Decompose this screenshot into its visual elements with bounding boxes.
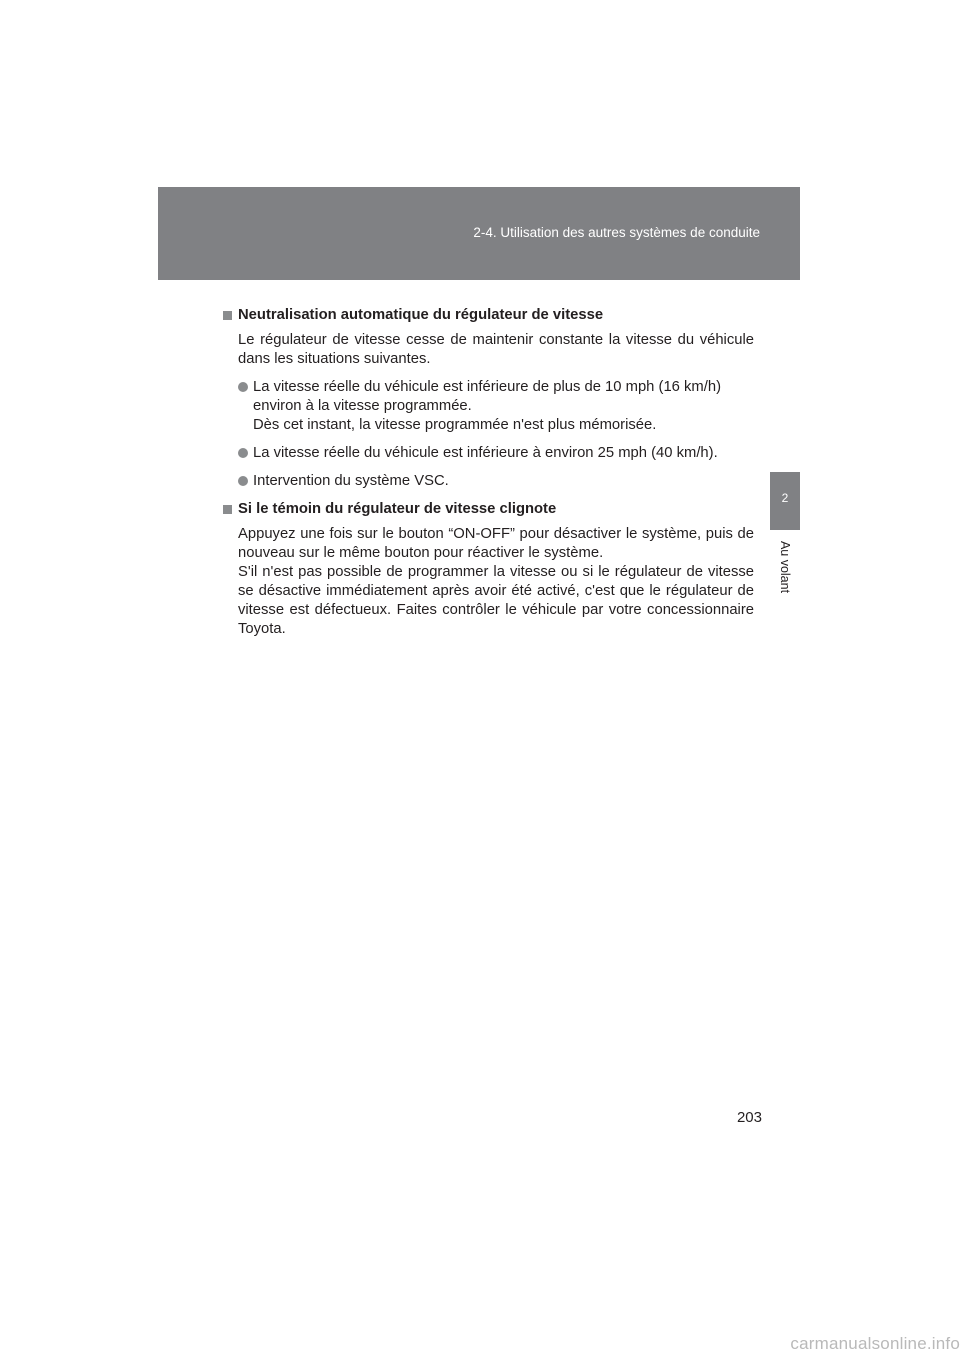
chapter-header-band (158, 187, 800, 280)
watermark-text: carmanualsonline.info (790, 1334, 960, 1353)
round-bullet-icon (238, 382, 248, 392)
chapter-title: 2-4. Utilisation des autres systèmes de conduite (473, 225, 760, 240)
list-item-text: La vitesse réelle du véhicule est inférieure de plus de 10 mph (16 km/h) environ à la vitesse programmée. (253, 379, 722, 414)
list-item-text: Dès cet instant, la vitesse programmée n'est plus mémorisée. (253, 417, 657, 433)
chapter-side-tab (770, 472, 800, 530)
square-bullet-icon (223, 505, 232, 514)
round-bullet-icon (238, 448, 248, 458)
chapter-side-label-text: Au volant (778, 540, 792, 594)
section-heading-text: Neutralisation automatique du régulateur de vitesse (238, 307, 604, 323)
list-item (222, 378, 754, 435)
round-bullet-icon (238, 476, 248, 486)
section-body-paragraph (222, 525, 754, 639)
page-number: 203 (736, 1109, 762, 1126)
paragraph-text: Le régulateur de vitesse cesse de maintenir constante la vitesse du véhicule dans les situations suivantes. (238, 332, 754, 367)
paragraph-text: Appuyez une fois sur le bouton “ON-OFF” pour désactiver le système, puis de nouveau sur le même bouton pour réactiver le système. (238, 526, 754, 561)
paragraph-text: S'il n'est pas possible de programmer la vitesse ou si le régulateur de vitesse se désactive immédiatement après avoir été activé, c'est que le régulateur de vitesse est défectueux. Faites contrôler le véhicule par votre concessionnaire Toyota. (238, 564, 754, 637)
page-content (222, 306, 754, 648)
section-heading-indicator-blinks (222, 500, 754, 519)
section-heading-auto-cancel (222, 306, 754, 325)
list-item (222, 472, 754, 491)
square-bullet-icon (223, 311, 232, 320)
list-item-text: Intervention du système VSC. (253, 473, 449, 489)
list-item (222, 444, 754, 463)
section-heading-text: Si le témoin du régulateur de vitesse clignote (238, 501, 557, 517)
list-item-text: La vitesse réelle du véhicule est inférieure à environ 25 mph (40 km/h). (253, 445, 718, 461)
section-intro-paragraph (222, 331, 754, 369)
chapter-number: 2 (781, 491, 789, 505)
